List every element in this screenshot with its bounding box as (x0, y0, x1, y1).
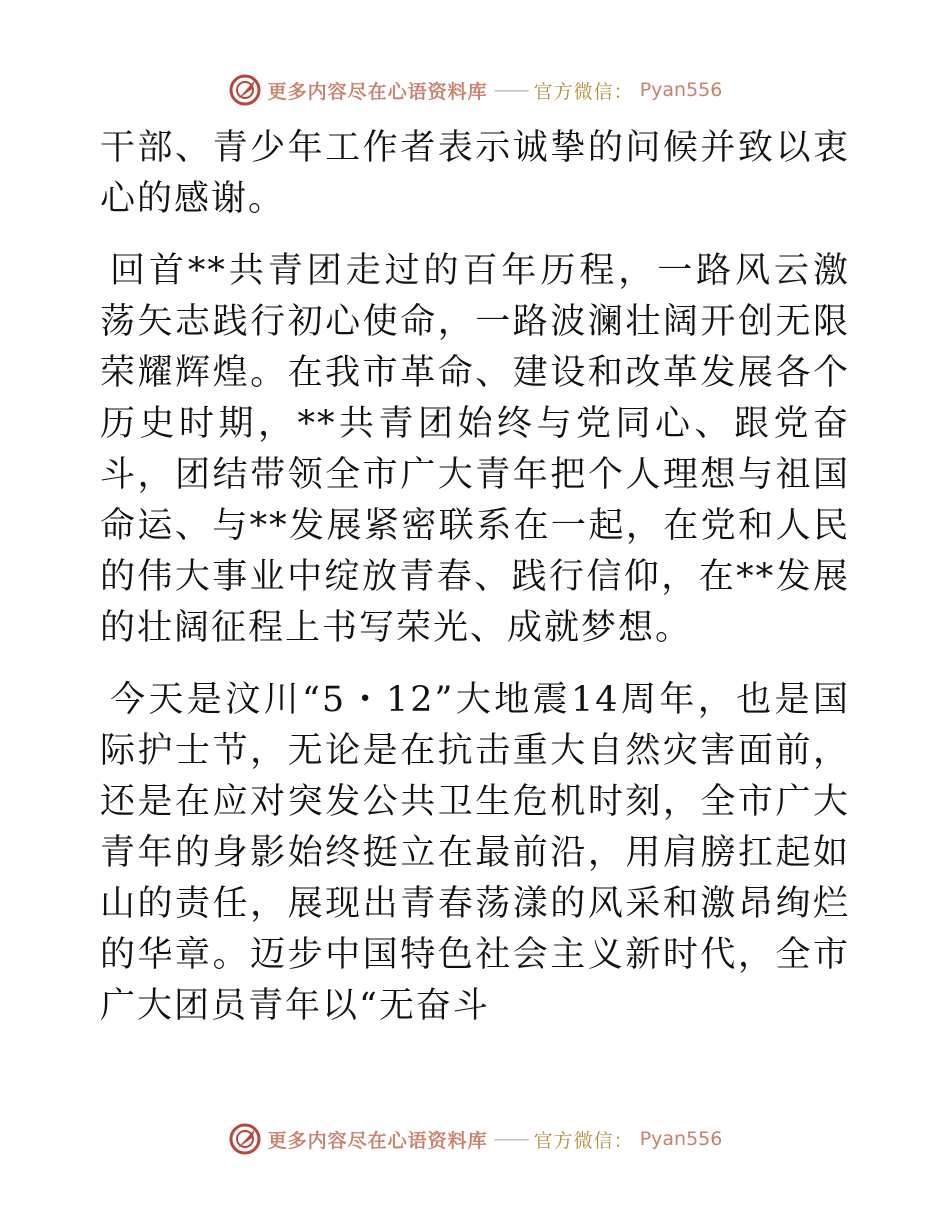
paragraph-2: 回首**共青团走过的百年历程，一路风云激荡矢志践行初心使命，一路波澜壮阔开创无限荣耀辉煌。在我市革命、建设和改革发展各个历史时期，**共青团始终与党同心、跟党奋斗，团结带领全市广大青年把个人理想与祖国命运、与**发展紧密联系在一起，在党和人民的伟大事业中绽放青春、践行信仰，在**发展的壮阔征程上书写荣光、成就梦想。 (100, 251, 850, 648)
watermark-wechat-id: Pyan556 (639, 79, 723, 101)
paragraph-1: 干部、青少年工作者表示诚挚的问候并致以衷心的感谢。 (100, 128, 850, 219)
watermark-wechat-label: 官方微信： (533, 80, 634, 103)
watermark-separator: —— (493, 1128, 528, 1150)
logo-icon (228, 1122, 262, 1156)
watermark-brand: 更多内容尽在心语资料库 (267, 1129, 488, 1152)
footer-watermark (0, 1119, 950, 1159)
paragraph-3: 今天是汶川“5・12”大地震14周年，也是国际护士节，无论是在抗击重大自然灾害面前，还是在应对突发公共卫生危机时刻，全市广大青年的身影始终挺立在最前沿，用肩膀扛起如山的责任，展现出青春荡漾的风采和激昂绚烂的华章。迈步中国特色社会主义新时代，全市广大团员青年以“无奋斗 (100, 680, 850, 1026)
watermark-wechat-label: 官方微信： (533, 1129, 634, 1152)
watermark-brand: 更多内容尽在心语资料库 (267, 80, 488, 103)
header-watermark (0, 70, 950, 110)
watermark-wechat-id: Pyan556 (639, 1128, 723, 1150)
document-body (100, 123, 850, 1032)
watermark-separator: —— (493, 79, 528, 101)
logo-icon (228, 73, 262, 107)
